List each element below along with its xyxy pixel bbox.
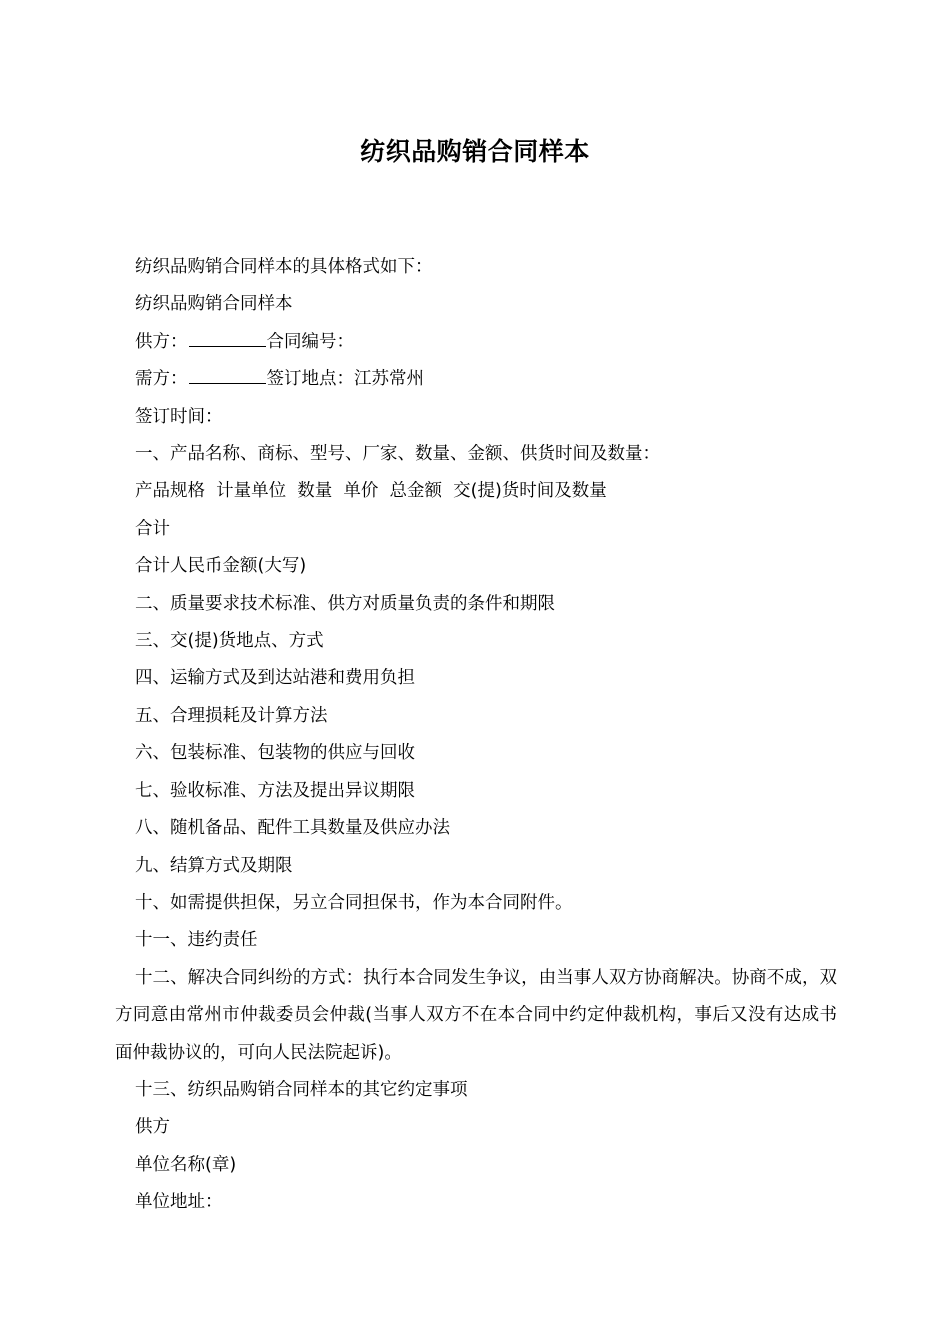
total-rmb-line: 合计人民币金额(大写): [135, 556, 307, 577]
supplier-label: 供方：: [135, 331, 188, 352]
clause-9: 九、结算方式及期限: [135, 855, 293, 876]
unit-name-line: 单位名称(章): [135, 1154, 237, 1175]
supplier-section-label: 供方: [135, 1117, 170, 1138]
document-title: 纺织品购销合同样本: [360, 137, 590, 166]
contract-no-label: 合同编号：: [266, 331, 354, 352]
buyer-blank: [189, 368, 266, 384]
clause-13: 十三、纺织品购销合同样本的其它约定事项: [135, 1079, 468, 1100]
subtitle-line: 纺织品购销合同样本: [135, 294, 293, 315]
total-line: 合计: [135, 518, 170, 539]
supplier-line: [115, 324, 837, 361]
table-header-line: 产品规格 计量单位 数量 单价 总金额 交(提)货时间及数量: [135, 481, 607, 502]
sign-time-line: 签订时间：: [135, 406, 223, 427]
clause-10: 十、如需提供担保，另立合同担保书，作为本合同附件。: [135, 892, 573, 913]
clause-2: 二、质量要求技术标准、供方对质量负责的条件和期限: [135, 593, 555, 614]
document-body: [115, 249, 837, 1222]
clause-8: 八、随机备品、配件工具数量及供应办法: [135, 818, 450, 839]
supplier-blank: [189, 331, 266, 347]
clause-12: 十二、解决合同纠纷的方式：执行本合同发生争议，由当事人双方协商解决。协商不成，双方同意由常州市仲裁委员会仲裁(当事人双方不在本合同中约定仲裁机构，事后又没有达成书面仲裁协议的，可向人民法院起诉)。: [115, 967, 837, 1063]
clause-5: 五、合理损耗及计算方法: [135, 705, 328, 726]
clause-11: 十一、违约责任: [135, 930, 258, 951]
clause-1: 一、产品名称、商标、型号、厂家、数量、金额、供货时间及数量：: [135, 444, 660, 465]
unit-address-line: 单位地址：: [135, 1192, 223, 1213]
clause-6: 六、包装标准、包装物的供应与回收: [135, 743, 415, 764]
clause-3: 三、交(提)货地点、方式: [135, 631, 324, 652]
buyer-label: 需方：: [135, 369, 188, 390]
intro-line: 纺织品购销合同样本的具体格式如下：: [135, 257, 433, 277]
clause-7: 七、验收标准、方法及提出异议期限: [135, 780, 415, 801]
sign-place-label: 签订地点：江苏常州: [266, 369, 424, 390]
clause-4: 四、运输方式及到达站港和费用负担: [135, 668, 415, 689]
buyer-line: [115, 361, 837, 398]
